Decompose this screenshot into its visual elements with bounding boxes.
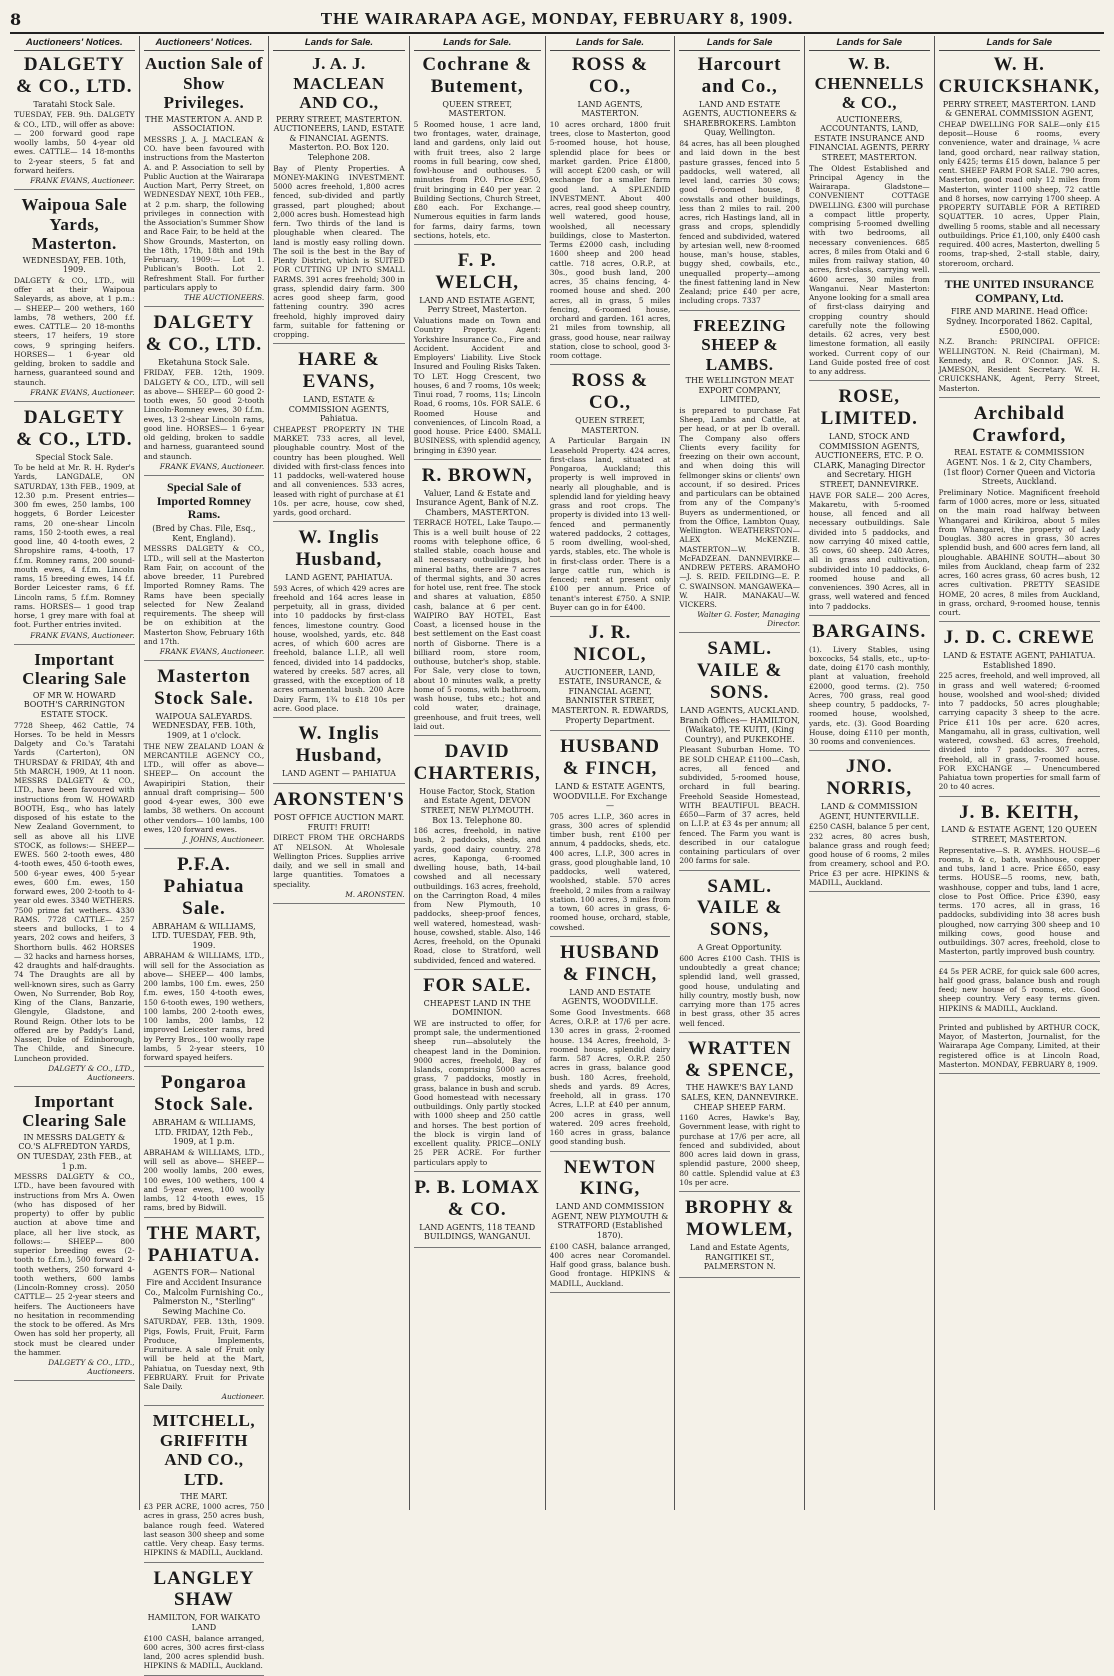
ad-subtitle: LAND AND ESTATE AGENTS, WOODVILLE. (561, 987, 659, 1007)
advertisement (273, 54, 404, 344)
ad-body: MESSRS DALGETY & CO., LTD., will sell at the Masterton Ram Fair, on account of the above breeder, 11 Purebred Imported Romney Rams. The Rams have been specially selected for New Zealand requirements. The sheep will be on exhibition at the Masterton Show, February 16th and 17th. (143, 544, 265, 646)
advertisement (273, 527, 404, 718)
ad-body: £250 CASH, balance 5 per cent, 232 acres, 80 acres bush, balance grass and rough feed; good house of 6 rooms, 2 miles from creamery, school and P.O. Price £3 per acre. HIPKINS & MADILL, Auckland. (808, 822, 930, 887)
advertisement (144, 1223, 265, 1407)
ad-subtitle: (Bred by Chas. File, Esq., Kent, England). (152, 524, 256, 543)
ad-subtitle: POST OFFICE AUCTION MART. FRUIT! FRUIT! (273, 813, 405, 832)
ad-body: To be held at Mr. R. H. Ryder's Yards, LANGDALE, ON SATURDAY, 13th FEB., 1909, at 12.30 p.m. Present entries— 300 fm ewes, 250 lambs, 100 hoggets, 6 Border Leicester rams, 20 one-shear Lincoln rams, 150 2-tooth ewes, a real good line, 40 4-tooth ewes, 2 Shropshire rams, 4-tooth, 17 f.f.m. Romney rams, 200 sound-mouth ewes, 4 f.f.m. Lincoln rams, 15 breeding ewes, 14 f.f. Border Leicester rams, 6 f.f. Lincoln rams, 5 f.f.m. Romney rams. HORSES— 1 good trap horse, 1 grey mare with foal at foot. Further entries invited. (14, 463, 135, 630)
advertisement (679, 54, 800, 311)
advertisement (144, 312, 265, 476)
ad-title: HUSBAND & FINCH, (560, 736, 660, 780)
ad-title: JNO. NORRIS, (826, 756, 913, 800)
ad-signature: FRANK EVANS, Auctioneer. (30, 387, 135, 397)
advertisement (939, 403, 1100, 623)
ad-signature: FRANK EVANS, Auctioneer. (159, 461, 265, 471)
column-1 (10, 36, 140, 1510)
ad-subtitle: AUCTIONEERS, ACCOUNTANTS, LAND, ESTATE INSURANCE AND FINANCIAL AGENTS, PERRY STREET, MASTERTON. (809, 114, 930, 163)
ad-body: FRIDAY, FEB. 12th, 1909. DALGETY & CO., LTD., will sell as above— SHEEP— 60 good 2-tooth ewes, 50 good 2-tooth Lincoln-Romney ewes, 30 f.f.m. ewes, 13 2-shear Lincoln rams, good line. HORSES— 1 6-year old gelding, broken to saddle and harness, guaranteed sound and staunch. (143, 368, 265, 461)
ad-subtitle: LAND, ESTATE & COMMISSION AGENTS, Pahiatua. (288, 395, 390, 424)
ad-subtitle: AUCTIONEER, LAND, ESTATE, INSURANCE, & FINANCIAL AGENT, BANNISTER STREET, MASTERTON. R. EDWARDS, Property Department. (551, 667, 669, 725)
ad-title: W. Inglis Husband, (295, 527, 383, 571)
advertisement (14, 407, 135, 645)
advertisement (939, 802, 1100, 962)
ad-body: The Oldest Established and Principal Agency in the Wairarapa. Gladstone— CONVENIENT COTTAGE DWELLING. £300 will purchase a compact little property, comprising 5-roomed dwelling with two bedrooms, all necessary conveniences. 685 acres, 8 miles from Otaki and 6 miles from railway station, 40 acres, first-class, carrying well. 4600 acres, 30 miles from Wanganui. Near Masterton: Anyone looking for a small area of first-class dairying and cropping country should carefully note the following details. 62 acres, very best limestone formation, all easily worked. Current copy of our Land Guide posted free of cost to any address. (808, 163, 930, 377)
ad-subtitle: OF MR W. HOWARD BOOTH'S CARRINGTON ESTATE STOCK. (23, 690, 125, 719)
ad-body: 84 acres, has all been ploughed and laid down in the best pasture grasses, fenced into 5 paddocks, well watered, all level land, carries 30 cows; good 6-roomed house, 8 cowstalls and other buildings, less than 2 miles to rail. 200 acres, rich Hastings land, all in grass and crops, splendidly fenced and subdivided, watered by artesian well, new 8-roomed house, man's house, stables, buggy shed, cowbails, etc., unequalled property—among the finest fattening land in New Zealand; price £40 per acre, including crops. 7337 (679, 139, 800, 306)
ad-subtitle: FIRE AND MARINE. Head Office: Sydney. Incorporated 1862. Capital, £500,000. (946, 307, 1093, 336)
advertisement (144, 854, 265, 1067)
column-6 (675, 36, 805, 1510)
ad-body: 593 Acres, of which 429 acres are freehold and 164 acres lease in perpetuity, all in grass, divided into 10 paddocks by first-class fences, limestone country. Good house, woolshed, yards, etc. 848 acres, of which 600 acres are freehold, balance L.I.P., all well fenced, divided into 14 paddocks, watered by creeks. 587 acres, all grassed, with the exception of 18 acres ornamental bush. 200 Acre Dairy Farm, 1¾ to £18 10s per acre. Good place. (273, 583, 405, 713)
ad-subtitle: Taratahi Stock Sale. (33, 99, 116, 109)
ad-title: SAML. VAILE & SONS. (697, 638, 783, 704)
ad-body: 225 acres, freehold, and well improved, all in grass and well watered; 6-roomed house, woolshed and wool-shed; divided into 7 paddocks, 50 acres ploughable; carrying capacity 3 sheep to the acre. Price £11 10s per acre. 620 acres, Mangamahu, all in grass, cultivation, well watered, cowshed. 63 acres, freehold, divided into 7 paddocks. 307 acres, freehold, all in grass, 7-roomed house. FOR EXCHANGE — Unencumbered Pahiatua town properties for small farm of 20 to 40 acres. (938, 671, 1100, 792)
ad-body: Bay of Plenty Properties. A MONEY-MAKING INVESTMENT. 5000 acres freehold, 1,800 acres fenced, sub-divided and partly grassed, part ploughed; about 2,000 acres bush. Homestead high fern. Two thirds of the land is ploughable when cleared. The land is mostly easy rolling down. The soil is the best in the Bay of Plenty District, which is SUITED FOR CUTTING UP INTO SMALL FARMS. 391 acres freehold; 300 in grass, splendid dairy farm. 300 acres good sheep farm, good fattening country. 390 acres freehold, highly improved dairy farm, suitable for fattening or cropping. (273, 163, 405, 340)
advertisement (550, 54, 671, 365)
ad-body: 7728 Sheep, 462 Cattle, 74 Horses. To be held in Messrs Dalgety and Co.'s Taratahi Yards (Carterton), ON THURSDAY & FRIDAY, 4th and 5th MARCH, 1909, At 11 noon. MESSRS DALGETY & CO., LTD., have been favoured with instructions from W. HOWARD BOOTH, Esq., who has lately disposed of his estate to the New Zealand Government, to sell as above all his LIVE STOCK, as follows:— SHEEP— EWES. 560 2-tooth ewes, 480 4-tooth ewes, 450 6-tooth ewes, 500 6-year ewes, 400 5-year ewes, 600 f.m. ewes, 150 forward ewes, 200 2-tooth to 4-year old ewes. 3340 WETHERS. 7500 prime fat wethers. 4330 RAMS. 7728 CATTLE— 257 steers and bullocks, 1 to 4 years, 202 cows and heifers, 3 Shorthorn bulls. 462 HORSES— 32 hacks and harness horses, 42 draughts and half-draughts. 74 The Draughts are all by well-known sires, such as Garry Owen, No Surrender, Bob Roy, King of the Clans, Banzarie, Glengyle, Gladstone, and Round Reign. Other lots to be offered are by Paddy's Land, Nasser, Duke of Edinborough, The Childe, and Sinecure. Luncheon provided. (14, 720, 135, 1063)
ad-body: 10 acres orchard, 1800 fruit trees, close to Masterton, good 5-roomed house, hot house, splendid place for bees or market garden. Price £1800, will accept £200 cash, or will exchange for a smaller farm good land. A SPLENDID INVESTMENT. About 400 acres, real good sheep country, well watered, good house, woolshed, all necessary buildings, close to Masterton. Terms £2000 cash, including 1600 sheep and 200 head cattle. 718 acres, O.R.P., at 30s., good bush land, 200 acres, 35 chains fencing, 4-roomed house and shed. 200 acres, all in grass, 5 miles fencing, 6-roomed house, orchard and garden. 161 acres, 21 miles from township, all grass, good house, near railway station, close to school, good 3-room cottage. (549, 119, 671, 361)
ad-title: THE MART, PAHIATUA. (146, 1222, 262, 1266)
ad-subtitle: THE HAWKE'S BAY LAND SALES, KEN, DANNEVIRKE. CHEAP SHEEP FARM. (680, 1083, 799, 1112)
ad-signature: M. ARONSTEN. (345, 889, 405, 899)
column-4 (410, 36, 546, 1510)
ad-body: Pleasant Suburban Home. TO BE SOLD CHEAP. £1100—Cash, acres, all fenced and subdivided, 5-roomed house, orchard in full bearing. Freehold Seaside Homestead, WITH BEAUTIFUL BEACH. £650—Farm of 37 acres, held on L.I.P. at £3 4s per annum; all fenced. The Farm you want is described in our catalogue containing particulars of over 200 farms for sale. (679, 745, 800, 866)
ad-subtitle: LAND, STOCK AND COMMISSION AGENTS, AUCTIONEERS, ETC. P. O. CLARK, Managing Director and Secretary. HIGH STREET, DANNEVIRKE. (813, 432, 926, 490)
ad-subtitle: THE MART. (180, 1491, 228, 1501)
ad-body: HAVE FOR SALE— 200 Acres, Makaretu, with 5-roomed house, all fenced and all necessary outbuildings. Sale divided into 5 paddocks, and now carrying 40 mixed cattle, 35 cows, 60 sheep. 240 Acres, all in grass and cultivation, subdivided into 10 paddocks, 6-roomed house and all conveniences. 390 Acres, all in grass, well watered and fenced into 7 paddocks. (808, 490, 930, 611)
ad-body: TERRACE HOTEL, Lake Taupo.—This is a well built house of 22 rooms with telephone office, 6 stalled stable, coach house and all necessary outbuildings, hot mineral baths, there are 7 acres of thermal sights, and 30 acres for hotel use, rent free. The stock and shares at valuation, £850 cash, balance at 6 per cent. WAIPIRO BAY HOTEL, East Coast, a licensed house in the best settlement on the East coast north of Gisborne. There is a billiard room, store room, outhouse, butcher's shop, stable. For Sale, very close to town, about 10 minutes walk, a pretty home of 5 rooms, with bathroom, wash house, tubs etc.; hot and cold water, drainage, greenhouse, and fruit trees, well laid out. (413, 518, 541, 731)
column-header: Auctioneers' Notices. (144, 36, 265, 51)
ad-subtitle: LAND AND COMMISSION AGENT, NEW PLYMOUTH & STRATFORD (Established 1870). (551, 1202, 669, 1241)
advertisement (550, 622, 671, 731)
advertisement (14, 195, 135, 402)
ad-subtitle: LAND AGENTS, AUCKLAND. Branch Offices— HAMILTON, (Waikato), TE KUITI, (King Country), and PUKEKOHE. (679, 706, 800, 744)
advertisement (939, 278, 1100, 398)
ad-signature: FRANK EVANS, Auctioneer. (30, 176, 135, 186)
ad-subtitle: PERRY STREET, MASTERTON. AUCTIONEERS, LAND, ESTATE & FINANCIAL AGENTS. Masterton. P.O. Box 120. Telephone 208. (273, 114, 405, 163)
ad-title: Auction Sale of Show Privileges. (144, 54, 263, 113)
ad-body: is prepared to purchase Fat Sheep, Lambs and Cattle, at per head, or at per lb overall. The Company also offers Clients every facility for freezing on their own account, and when doing this will fellmonger skins or clients' own account, if so desired. Prices and particulars can be obtained from any of the Company's Buyers as undermentioned, or from the Office, Lambton Quay, Wellington. WEATHERSTON—ALEX McKENZIE. MASTERTON—W. B. McFADZEAN. DANNEVIRKE—ANDREW PETERS. ARAMOHO—J. S. REID. FEILDING—E. P. C. SWAINSON. MANGAWEKA—W. HAIR. MANAKAU—W. VICKERS. (679, 405, 800, 610)
ad-title: Masterton Stock Sale. (154, 666, 254, 710)
ad-subtitle: LAND AGENTS, 118 TEAND BUILDINGS, WANGANUI. (419, 1222, 536, 1242)
ad-subtitle: LAND & ESTATE AGENT, 120 QUEEN STREET, MASTERTON. (941, 825, 1098, 845)
column-header: Lands for Sale (809, 36, 930, 51)
advertisement (144, 1411, 265, 1562)
ad-subtitle: HAMILTON, FOR WAIKATO LAND (147, 1613, 261, 1632)
column-header: Lands for Sale. (414, 36, 541, 51)
ad-title: HUSBAND & FINCH, (560, 941, 660, 985)
ad-title: ROSS & CO., (571, 370, 649, 414)
advertisement (809, 386, 930, 616)
ad-title: ROSE, LIMITED. (820, 386, 918, 430)
ad-title: Cochrane & Butement, (422, 54, 533, 97)
ad-body: N.Z. Branch: PRINCIPAL OFFICE: WELLINGTON. N. Reid (Chairman), M. Kennedy, and R. O'Connor. JAS. S. JAMESON, Resident Secretary. W. H. CRUICKSHANK, Agent, Perry Street, Masterton. (938, 337, 1100, 393)
advertisement (414, 250, 541, 460)
advertisement (939, 1023, 1100, 1074)
ad-title: FREEZING SHEEP & LAMBS. (693, 315, 787, 374)
ad-title: BARGAINS. (812, 620, 927, 642)
ad-body: TUESDAY, FEB. 9th. DALGETY & CO., LTD., will offer as above:— 200 forward good rape woolly lambs, 50 4-year old ewes. CATTLE— 14 18-months to 2-year steers, 5 fat and forward heifers. (14, 110, 135, 175)
ad-body: THE NEW ZEALAND LOAN & MERCANTILE AGENCY CO., LTD., will offer as above— SHEEP— On account the Awapiripiri Station, their annual draft comprising— 500 good 4-year ewes, 300 ewe lambs, 38 wethers. On account other vendors— 100 lambs, 100 ewes, 120 forward ewes. (143, 741, 265, 834)
ad-title: NEWTON KING, (563, 1156, 657, 1200)
ad-title: ROSS & CO., (571, 54, 649, 97)
advertisement (414, 465, 541, 736)
ad-title: DAVID CHARTERIS, (413, 741, 541, 784)
advertisement (414, 1177, 541, 1248)
ad-body: £100 CASH, balance arranged, 400 acres near Coromandel. Half good grass, balance bush. Good frontage. HIPKINS & MADILL, Auckland. (549, 1241, 671, 1288)
ad-body: Preliminary Notice. Magnificent freehold farm of 1000 acres, more or less, situated on the main road halfway between Whangarei and Kirikiroa, about 5 miles from Whangarei, the property of Lady Douglas. 380 acres in grass, 30 acres splendid bush, and 600 acres fern land, all ploughable. ABAHINE SOUTH—about 30 miles from Auckland, cheap farm of 232 acres, 160 acres grass, 60 acres bush, 12 acres cultivation. PRETTY SEASIDE HOME, 20 acres, 8 miles from Auckland, in grass, orchard, 9-roomed house, tennis court. (938, 487, 1100, 618)
ad-subtitle: A Great Opportunity. (697, 943, 782, 953)
ad-body: Valuations made on Town and Country Property. Agent: Yorkshire Insurance Co., Fire and Accident. Accident and Employers' Liability. Live Stock Insured and Fouling Risks Taken. TO LET. Hogg Crescent, two houses, 6 and 7 rooms, 10s week; Tinui road, 7 rooms, 11s; Lincoln Road, 6 rooms, 10s. FOR SALE. 6 Roomed House and conveniences, of Lincoln Road, a good house. Price £400. SMALL BUSINESS, with splendid agency, bringing in £390 year. (413, 316, 541, 455)
ad-body: Some Good Investments. 668 Acres, O.R.P. at 17/6 per acre. 130 acres in grass, 2-roomed house. 134 Acres, freehold, 3-roomed house, splendid dairy farm. 587 Acres, O.R.P. 250 acres in grass, balance good bush. 180 Acres, freehold, sheds and yards. 89 Acres, freehold, all in grass. 170 Acres, L.I.P. at £40 per annum, 200 acres in grass, well watered. 209 acres freehold, 160 acres in grass, balance good standing bush. (549, 1007, 671, 1147)
advertisement (550, 1157, 671, 1293)
ad-signature: FRANK EVANS, Auctioneer. (159, 647, 265, 657)
ad-title: DALGETY & CO., LTD. (16, 406, 133, 450)
advertisement (14, 54, 135, 190)
ad-subtitle: LAND AND ESTATE AGENTS, AUCTIONEERS & SHAREBROKERS. Lambton Quay, Wellington. (682, 99, 797, 138)
column-7 (805, 36, 935, 1510)
advertisement (939, 54, 1100, 273)
advertisement (939, 627, 1100, 796)
advertisement (550, 736, 671, 937)
ad-subtitle: Eketahuna Stock Sale. (158, 357, 250, 367)
ad-title: J. A. J. MACLEAN AND CO., (293, 54, 385, 113)
ad-title: J. R. NICOL, (573, 622, 647, 665)
ad-title: Important Clearing Sale (22, 1091, 127, 1131)
advertisement (144, 1568, 265, 1676)
ad-signature: DALGETY & CO., LTD., Auctioneers. (48, 1358, 135, 1377)
ad-body: ABRAHAM & WILLIAMS, LTD., will sell for the Association as above— SHEEP— 400 lambs, 200 lambs, 100 f.m. ewes, 250 f.m. ewes, 150 4-tooth ewes, 150 6-tooth ewes, 190 wethers, 100 lambs, 200 2-tooth ewes, 100 lambs, 200 lambs, 12 improved Leicester rams, bred by Perry Bros., 100 woolly rape lambs, 5 2-year steers, 10 forward spayed heifers. (143, 951, 265, 1063)
ad-body: WE are instructed to offer, for prompt sale, the undermentioned sheep run—absolutely the cheapest land in the Dominion. 9000 acres, freehold, Bay of Islands, comprising 5000 acres grass, 7 paddocks, mostly in grass, balance in bush and scrub. Good homestead with necessary outbuildings. Only partly stocked with 1000 sheep and 250 cattle and horses. The best portion of the block is virgin land of excellent quality. PRICE—ONLY 25 PER ACRE. For further particulars apply to (413, 1018, 541, 1167)
advertisement (273, 723, 404, 784)
ad-title: F. P. WELCH, (435, 250, 519, 293)
ad-subtitle: ABRAHAM & WILLIAMS, LTD. FRIDAY, 12th Feb., 1909, at 1 p.m. (152, 1118, 256, 1147)
ad-title: Waipoua Sale Yards, Masterton. (21, 195, 128, 254)
ad-body: 600 Acres £100 Cash. THIS is undoubtedly a great chance; splendid land, well grassed, good house, undulating and hilly country, mostly bush, now carrying more than 175 acres in best grass, other 35 acres well fenced. (679, 953, 800, 1028)
newspaper-title: THE WAIRARAPA AGE, MONDAY, FEBRUARY 8, 1909. (320, 9, 794, 28)
ad-body: 186 acres, freehold, in native bush, 2 paddocks, sheds, and yards, good dairy country. 278 acres, Kaponga, 6-roomed dwelling house, bath, 14-bail cowshed and all necessary outbuildings. 163 acres, freehold, on the Carrington Road, 4 miles from New Plymouth, 10 paddocks, sheep-proof fences, well watered, homestead, wash-house, cowshed, stable. Also, 146 Acres, freehold, on the Opunaki Road, close to Stratford, well subdivided, fenced and watered. (413, 826, 541, 965)
advertisement (414, 54, 541, 245)
ad-body: £3 PER ACRE, 1000 acres, 750 acres in grass, 250 acres bush, balance rough feed. Watered last season 300 sheep and some cattle. Very cheap. Easy terms. HIPKINS & MADILL, Auckland. (143, 1502, 265, 1558)
advertisement (414, 741, 541, 970)
ad-subtitle: AGENTS FOR— National Fire and Accident Insurance Co., Malcolm Furnishing Co., Palmerston N., "Sterling" Sewing Machine Co. (144, 1268, 264, 1316)
ad-signature: DALGETY & CO., LTD., Auctioneers. (48, 1063, 135, 1082)
ad-title: ARONSTEN'S (273, 789, 405, 811)
ad-title: LANGLEY SHAW (153, 1567, 255, 1611)
ad-title: Important Clearing Sale (22, 649, 127, 689)
ad-subtitle: THE MASTERTON A. AND P. ASSOCIATION. (145, 114, 263, 134)
advertisement (14, 1092, 135, 1381)
ad-title: Archibald Crawford, (972, 402, 1067, 446)
ad-subtitle: LAND & COMMISSION AGENT, HUNTERVILLE. (819, 802, 920, 821)
ad-subtitle: LAND AGENT, PAHIATUA. (285, 573, 393, 583)
ad-title: MITCHELL, GRIFFITH AND CO., LTD. (152, 1411, 256, 1489)
ad-title: SAML. VAILE & SONS, (697, 875, 783, 941)
ad-title: WRATTEN & SPENCE, (685, 1037, 795, 1081)
column-header: Lands for Sale (679, 36, 800, 51)
ad-subtitle: PERRY STREET, MASTERTON. LAND & GENERAL COMMISSION AGENT, (942, 99, 1096, 119)
column-header: Lands for Sale. (273, 36, 404, 51)
advertisement (679, 316, 800, 634)
ad-subtitle: LAND & ESTATE AGENT, PAHIATUA. Established 1890. (943, 651, 1096, 670)
ad-title: BROPHY & MOWLEM, (685, 1197, 795, 1241)
ad-title: J. B. KEITH, (959, 801, 1080, 823)
ad-subtitle: LAND AGENT — PAHIATUA (281, 768, 396, 778)
ad-subtitle: QUEEN STREET, MASTERTON. (575, 416, 645, 435)
advertisement (144, 666, 265, 849)
column-header: Lands for Sale (939, 36, 1100, 51)
ad-title: Harcourt and Co., (697, 54, 782, 97)
ad-body: 705 acres L.I.P., 360 acres in grass, 300 acres of splendid timber bush, rent £100 per annum, 4 paddocks, sheds, etc. 400 acres, L.I.P., 300 acres in grass, good ploughable land, 10 paddocks, well watered, woolshed, stable. 570 acres freehold, 2 miles from a railway station. 100 acres, 3 miles from a town, 60 acres in grass, 6-roomed house, orchard, stable, cowshed. (549, 811, 671, 932)
ad-body: (1). Livery Stables, using boxcocks, 54 stalls, etc., up-to-date, doing £170 cash monthly, plant at valuation, freehold £2000, good terms. (2). 750 Acres, 700 grass, real good sheep country, 5 paddocks, 7-roomed house, woolshed, yards, etc. (3). Good Boarding House, doing £110 per month, 30 rooms and conveniences. (808, 644, 930, 747)
ad-title: Special Sale of Imported Romney Rams. (156, 479, 252, 522)
ad-signature: THE AUCTIONEERS. (184, 293, 265, 303)
ad-body: CHEAP DWELLING FOR SALE—only £15 deposit—House 6 rooms, every convenience, water and drainage, ¼ acre land, good orchard, near railway station, only £425; terms £15 down, balance 5 per cent. SHEEP FARM FOR SALE. 790 acres, Masterton, good road only 12 miles from Masterton, winter 1100 sheep, 72 cattle and 8 horses, now carrying 1700 sheep. A PROPERTY SUITABLE FOR A RETIRED SQUATTER. 10 acres, Upper Plain, dwelling 5 rooms, stable and all necessary outbuildings. Price £1,100, only £400 cash required. 400 acres, Masterton, dwelling 5 rooms, trap-shed, 2-stall stable, dairy, storeroom, orchard. (938, 119, 1100, 268)
ad-subtitle: LAND AGENTS, MASTERTON. (577, 99, 643, 119)
ad-subtitle: WEDNESDAY, FEB. 10th, 1909. (22, 255, 127, 275)
ad-title: HARE & EVANS, (298, 349, 380, 393)
advertisement (809, 756, 930, 892)
advertisement (550, 370, 671, 617)
ad-subtitle: Valuer, Land & Estate and Insurance Agent, Bank of N.Z. Chambers, MASTERTON. (415, 488, 539, 517)
advertisement (273, 789, 404, 904)
ad-title: R. BROWN, (421, 464, 533, 486)
ad-body: ABRAHAM & WILLIAMS, LTD., will sell as above— SHEEP— 200 woolly lambs, 200 ewes, 100 ewes, 100 wethers, 100 4 and 5-year ewes, 100 woolly lambs, 12 4-tooth ewes, 15 rams, bred by Bidwill. (143, 1147, 265, 1213)
ad-body: 1160 Acres, Hawke's Bay, Government lease, with right to purchase at 17/6 per acre, all fenced and subdivided, about 800 acres laid down in grass, splendid pasture, 2000 sheep, 80 cattle. Splendid value at £3 10s per acre. (679, 1113, 800, 1187)
advertisement (679, 1038, 800, 1192)
ad-subtitle: House Factor, Stock, Station and Estate Agent, DEVON STREET, NEW PLYMOUTH. Box 13. Telephone 80. (419, 786, 536, 825)
ad-body: 5 Roomed house, 1 acre land, two frontages, water, drainage, land and gardens, only laid out with fruit trees, also 2 large rooms in full bearing, cow shed, fowl-house and outhouses. 5 minutes from P.O. Price £950, fruit bringing in £40 per year. 2 Building Sections, Church Street, £80 each. For Exchange.—Numerous equities in farm lands for farms, dairy farms, town sections, hotels, etc. (413, 119, 541, 240)
ad-body: MESSRS DALGETY & CO., LTD., have been favoured with instructions from Mrs A. Owen (who has disposed of her property) to offer by public auction at above time and place, all her live stock, as follows:— SHEEP— 800 superior breeding ewes (2-tooth to f.f.m.), 500 forward 2-tooth wethers, 250 forward 4-tooth wethers, 600 lambs (Lincoln-Romney cross). 2050 CATTLE— 25 2-year steers and heifers. The Auctioneers have no hesitation in recommending the stock to be offered. As Mrs Owen has sold her property, all stock must be cleared under the hammer. (14, 1172, 135, 1357)
columns-container (10, 36, 1104, 1671)
column-2 (140, 36, 270, 1671)
advertisement (550, 942, 671, 1152)
ad-subtitle: REAL ESTATE & COMMISSION AGENT. Nos. 1 & 2, City Chambers, (1st floor) Corner Queen and Victoria Streets, Auckland. (943, 448, 1096, 487)
ad-title: W. B. CHENNELLS & CO., (814, 54, 924, 113)
ad-body: DALGETY & CO., LTD., will offer at their Waipoua Saleyards, as above, at 1 p.m.:— SHEEP— 200 wethers, 160 lambs, 78 wethers, 200 f.f. ewes. CATTLE— 20 18-months steers, 17 heifers, 19 store cows, 9 springing heifers. HORSES— 1 6-year old gelding, broken to saddle and harness, guaranteed sound and staunch. (14, 275, 135, 387)
page-number: 8 (10, 9, 22, 29)
column-5 (546, 36, 676, 1510)
ad-body: Representative—S. R. AYMES. HOUSE—6 rooms, h & c, bath, washhouse, copper and tubs, land 1 acre. Price £650, easy terms. HOUSE—5 rooms, new, bath, washhouse, copper and tubs, land 1 acre, close to Post Office. Price £390, easy terms. 170 acres, all in grass, 16 paddocks, subdividing into 38 acres bush ploughed, now carrying 300 sheep and 10 milking cows, good house and outbuildings. 307 acres, freehold, close to Masterton, partly improved bush country. (938, 845, 1100, 957)
advertisement (679, 1197, 800, 1277)
ad-title: FOR SALE. (423, 974, 532, 996)
ad-subtitle: IN MESSRS DALGETY & CO.'S ALFREDTON YARDS, ON TUESDAY, 23th FEB., at 1 p.m. (16, 1132, 132, 1171)
ad-title: W. H. CRUICKSHANK, (938, 54, 1100, 97)
ad-subtitle: CHEAPEST LAND IN THE DOMINION. (423, 998, 531, 1018)
ad-subtitle: LAND & ESTATE AGENTS, WOODVILLE. For Exchange— (552, 781, 668, 811)
ad-title: DALGETY & CO., LTD. (16, 54, 133, 97)
ad-subtitle: Land and Estate Agents, RANGITIKEI ST., PALMERSTON N. (689, 1242, 790, 1272)
ad-body: SATURDAY, FEB. 13th, 1909. Pigs, Fowls, Fruit, Fruit, Farm Produce, Implements, Furniture. A sale of Fruit only will be held at the Mart, Pahiatua, on Tuesday next, 9th FEBRUARY. Fruit for Private Sale Daily. (143, 1317, 265, 1392)
ad-signature: J. JOHNS, Auctioneer. (183, 835, 265, 845)
advertisement (273, 349, 404, 522)
column-8 (935, 36, 1104, 1510)
advertisement (414, 975, 541, 1172)
ad-signature: Auctioneer. (221, 1392, 265, 1402)
ad-body: MESSRS J. A. J. MACLEAN & CO. have been favoured with instructions from the Masterton A. and P. Association to sell by Public Auction at the Wairarapa Auction Mart, Perry Street, on WEDNESDAY NEXT, 10th FEB., at 2 p.m. sharp, the following privileges in connection with the Association's Summer Show and Race Fair, to be held at the Show Grounds, Masterton, on the 18th, 17th, 18th and 19th February, 1909:— Lot 1. Publican's Booth. Lot 2. Refreshment Stall. For further particulars apply to (143, 134, 265, 292)
advertisement (14, 650, 135, 1087)
ad-body: A Particular Bargain IN Leasehold Property. 424 acres, first-class land, situated at Pongaroa, Auckland; this property is well improved in nearly all ploughable, and is splendid land for yielding heavy grass and root crops. The property is divided into 13 well-fenced and permanently watered paddocks, 2 cottages, 5 room dwelling, wool-shed, yards, stables, etc. The whole is in first-class order. There is a large cattle run, which is fenced; rent at present only £100 per annum. Price of tenant's interest £750. A SNIP. Buyer can go in for £400. (549, 436, 671, 612)
ad-title: Pongaroa Stock Sale. (154, 1072, 254, 1116)
advertisement (809, 621, 930, 752)
ad-title: P.F.A. Pahiatua Sale. (163, 854, 245, 919)
ad-body: Printed and published by ARTHUR COCK, Mayor, of Masterton, Journalist, for the Wairarapa Age Company, Limited, at their registered office is at Lincoln Road, Masterton. MONDAY, FEBRUARY 8, 1909. (938, 1022, 1100, 1069)
ad-subtitle: ABRAHAM & WILLIAMS, LTD. TUESDAY, FEB. 9th, 1909. (151, 921, 257, 950)
ad-title: J. D. C. CREWE (943, 627, 1095, 649)
advertisement (144, 481, 265, 661)
masthead (10, 6, 1104, 34)
ad-subtitle: QUEEN STREET, MASTERTON. (442, 99, 513, 119)
ad-subtitle: Special Stock Sale. (35, 452, 114, 462)
ad-body: £4 5s PER ACRE, for quick sale 600 acres, half good grass, balance bush and rough feed; new house of 5 rooms, etc. Good sheep country. Very easy terms given. HIPKINS & MADILL, Auckland. (938, 966, 1100, 1013)
ad-title: P. B. LOMAX & CO. (414, 1176, 540, 1220)
column-header: Auctioneers' Notices. (14, 36, 135, 51)
ad-signature: Walter G. Foster, Managing Director. (697, 610, 800, 629)
ad-signature: FRANK EVANS, Auctioneer. (30, 630, 135, 640)
column-header: Lands for Sale. (550, 36, 671, 51)
ad-title: DALGETY & CO., LTD. (145, 312, 263, 355)
advertisement (939, 967, 1100, 1018)
ad-body: DIRECT FROM THE ORCHARDS AT NELSON. At Wholesale Wellington Prices. Supplies arrive daily, and we sell in small and large quantities. Tomatoes a speciality. (273, 833, 405, 889)
ad-title: W. Inglis Husband, (295, 723, 383, 766)
column-3 (269, 36, 409, 1510)
advertisement (144, 1072, 265, 1217)
advertisement (809, 54, 930, 381)
advertisement (144, 54, 265, 307)
ad-body: CHEAPEST PROPERTY IN THE MARKET. 733 acres, all level, ploughable country. Most of the country has been ploughed. Well divided with first-class fences into 11 paddocks, well-watered house and all conveniences. 533 acres, leased with right of purchase at £1 10s. per acre, house, cow shed, yards, good orchard. (273, 424, 405, 518)
advertisement (679, 876, 800, 1033)
ad-body: £100 CASH, balance arranged, 600 acres, 300 acres first-class land, 200 acres splendid bush. HIPKINS & MADILL, Auckland. (143, 1633, 265, 1671)
ad-subtitle: THE WELLINGTON MEAT EXPORT COMPANY, LIMITED, (685, 376, 794, 405)
ad-subtitle: LAND AND ESTATE AGENT, Perry Street, Masterton. (419, 295, 536, 315)
ad-subtitle: WAIPOUA SALEYARDS. WEDNESDAY, FEB. 10th, 1909, at 1 o'clock. (152, 711, 256, 741)
ad-title: THE UNITED INSURANCE COMPANY, Ltd. (944, 276, 1094, 305)
advertisement (679, 638, 800, 870)
